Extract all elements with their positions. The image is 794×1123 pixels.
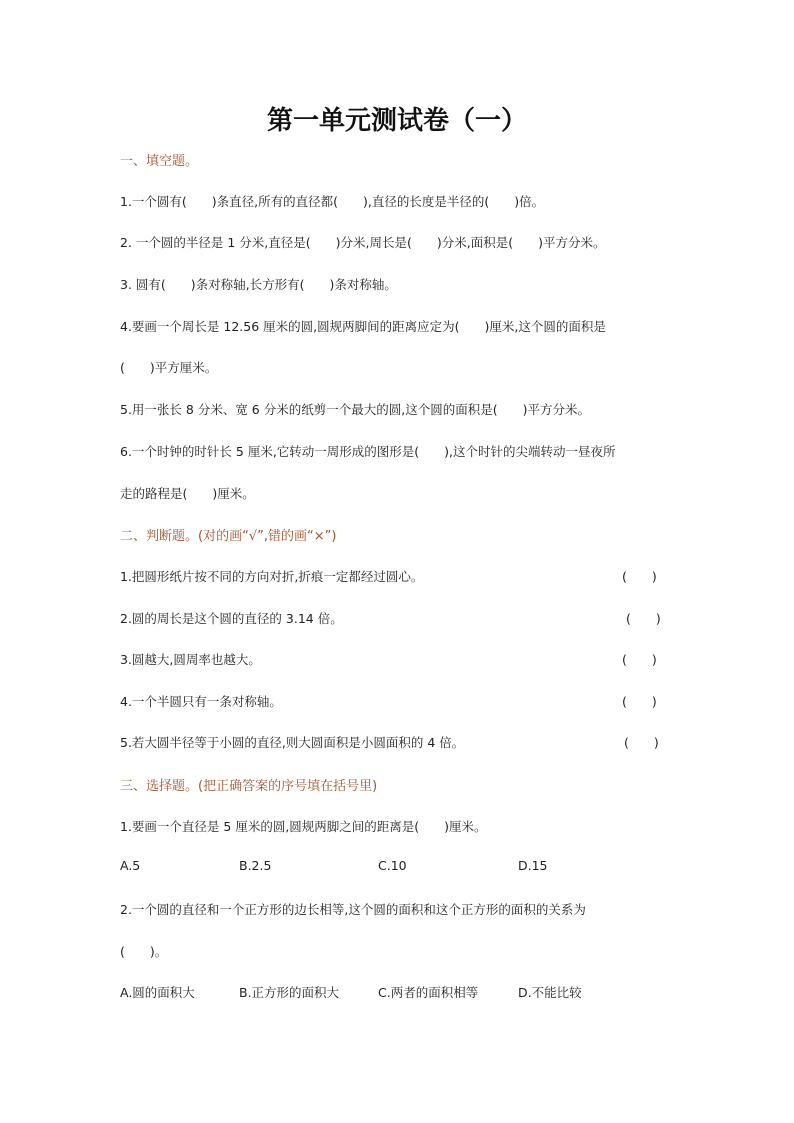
choice-option-b: B.2.5 <box>239 858 272 873</box>
fill-blank-question-3: 3. 圆有( )条对称轴,长方形有( )条对称轴。 <box>120 277 397 292</box>
answer-parentheses: ( ) <box>626 611 661 626</box>
fill-blank-question-1: 1.一个圆有( )条直径,所有的直径都( ),直径的长度是半径的( )倍。 <box>120 194 545 209</box>
true-false-question-4: 4.一个半圆只有一条对称轴。 <box>120 694 282 709</box>
fill-blank-question-5: 5.用一张长 8 分米、宽 6 分米的纸剪一个最大的圆,这个圆的面积是( )平方分米。 <box>120 402 590 417</box>
choice-option-b: B.正方形的面积大 <box>239 985 340 1000</box>
choice-question-2-continued: ( )。 <box>120 944 168 959</box>
fill-blank-question-4: 4.要画一个周长是 12.56 厘米的圆,圆规两脚间的距离应定为( )厘米,这个圆的面积是 <box>120 319 606 334</box>
choice-option-d: D.不能比较 <box>518 985 582 1000</box>
choice-option-c: C.10 <box>378 858 407 873</box>
section-heading-multiple-choice: 三、选择题。(把正确答案的序号填在括号里) <box>120 779 378 794</box>
page-title: 第一单元测试卷（一） <box>266 106 527 136</box>
answer-parentheses: ( ) <box>624 735 659 750</box>
fill-blank-question-2: 2. 一个圆的半径是 1 分米,直径是( )分米,周长是( )分米,面积是( )平方分米。 <box>120 235 606 250</box>
section-heading-true-false: 二、判断题。(对的画“√”,错的画“×”) <box>120 529 337 544</box>
choice-option-a: A.5 <box>120 858 141 873</box>
answer-parentheses: ( ) <box>622 569 657 584</box>
answer-parentheses: ( ) <box>622 694 657 709</box>
fill-blank-question-6: 6.一个时钟的时针长 5 厘米,它转动一周形成的图形是( ),这个时针的尖端转动一昼夜所 <box>120 444 616 459</box>
section-heading-fill-blank: 一、填空题。 <box>120 154 199 169</box>
choice-question-1: 1.要画一个直径是 5 厘米的圆,圆规两脚之间的距离是( )厘米。 <box>120 819 487 834</box>
fill-blank-question-6-continued: 走的路程是( )厘米。 <box>120 486 255 501</box>
true-false-question-3: 3.圆越大,圆周率也越大。 <box>120 652 261 667</box>
true-false-question-2: 2.圆的周长是这个圆的直径的 3.14 倍。 <box>120 611 343 626</box>
choice-question-2: 2.一个圆的直径和一个正方形的边长相等,这个圆的面积和这个正方形的面积的关系为 <box>120 902 586 917</box>
true-false-question-5: 5.若大圆半径等于小圆的直径,则大圆面积是小圆面积的 4 倍。 <box>120 735 465 750</box>
choice-option-a: A.圆的面积大 <box>120 985 195 1000</box>
answer-parentheses: ( ) <box>622 652 657 667</box>
fill-blank-question-4-continued: ( )平方厘米。 <box>120 360 218 375</box>
choice-option-d: D.15 <box>518 858 548 873</box>
choice-option-c: C.两者的面积相等 <box>378 985 479 1000</box>
true-false-question-1: 1.把圆形纸片按不同的方向对折,折痕一定都经过圆心。 <box>120 569 424 584</box>
